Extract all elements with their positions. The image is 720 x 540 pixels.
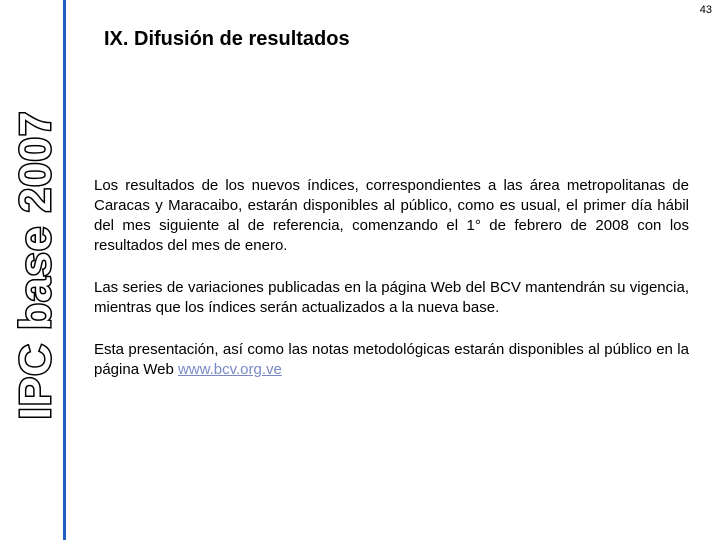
paragraph-availability-text: Esta presentación, así como las notas metodológicas estarán disponibles al público en la página Web <box>94 341 689 378</box>
paragraph-availability <box>94 340 689 380</box>
vertical-divider <box>63 0 66 540</box>
page-number: 43 <box>699 4 712 16</box>
side-banner-text: IPC base 2007 <box>11 110 60 420</box>
side-banner <box>0 0 62 540</box>
paragraph-results: Los resultados de los nuevos índices, correspondientes a las área metropolitanas de Caracas y Maracaibo, estarán disponibles al público, como es usual, el primer día hábil del mes siguiente al de referencia, comenzando el 1° de febrero de 2008 con los resultados del mes de enero. <box>94 177 689 254</box>
bcv-website-link[interactable]: www.bcv.org.ve <box>177 361 282 378</box>
content-body <box>94 176 689 402</box>
slide-title: IX. Difusión de resultados <box>104 28 350 50</box>
paragraph-series: Las series de variaciones publicadas en la página Web del BCV mantendrán su vigencia, mientras que los índices serán actualizados a la nueva base. <box>94 279 689 316</box>
